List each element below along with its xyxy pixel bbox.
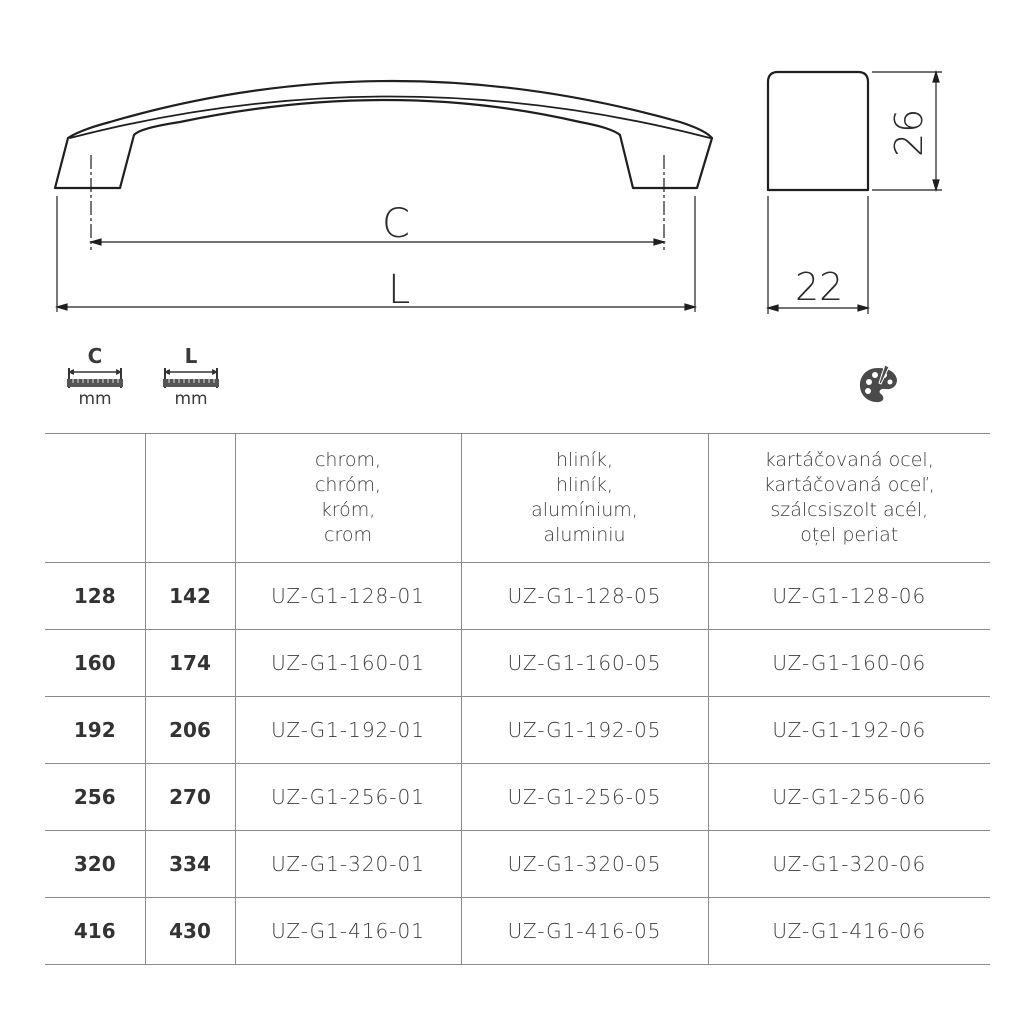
cell-steel-code: UZ-G1-160-06 (708, 630, 990, 697)
cell-c: 320 (45, 831, 145, 898)
cell-chrome-code: UZ-G1-160-01 (235, 630, 461, 697)
table-header-row (45, 434, 990, 563)
table-row (45, 630, 990, 697)
header-aluminium: hliník, hliník, alumínium, aluminiu (461, 434, 708, 563)
cell-chrome-code: UZ-G1-192-01 (235, 697, 461, 764)
table-row (45, 563, 990, 630)
dimension-label-l: L (388, 267, 411, 313)
cell-steel-code: UZ-G1-320-06 (708, 831, 990, 898)
cell-chrome-code: UZ-G1-256-01 (235, 764, 461, 831)
header-l (145, 434, 235, 563)
table-row (45, 697, 990, 764)
cell-c: 128 (45, 563, 145, 630)
table-row (45, 831, 990, 898)
handle-side-profile (768, 72, 868, 190)
cell-aluminium-code: UZ-G1-256-05 (461, 764, 708, 831)
cell-aluminium-code: UZ-G1-416-05 (461, 898, 708, 965)
cell-steel-code: UZ-G1-192-06 (708, 697, 990, 764)
palette-icon (855, 362, 901, 408)
dimension-label-c: C (382, 201, 410, 247)
cell-aluminium-code: UZ-G1-160-05 (461, 630, 708, 697)
table-row (45, 898, 990, 965)
l-ruler-letter: L (184, 344, 198, 368)
cell-l: 142 (145, 563, 235, 630)
table-row (45, 764, 990, 831)
cell-aluminium-code: UZ-G1-192-05 (461, 697, 708, 764)
cell-c: 256 (45, 764, 145, 831)
cell-aluminium-code: UZ-G1-128-05 (461, 563, 708, 630)
cell-l: 270 (145, 764, 235, 831)
l-ruler-icon (160, 344, 222, 409)
dimension-label-height: 26 (887, 108, 931, 157)
cell-l: 206 (145, 697, 235, 764)
c-ruler-icon (64, 344, 126, 409)
cell-chrome-code: UZ-G1-416-01 (235, 898, 461, 965)
header-c (45, 434, 145, 563)
product-code-table (45, 433, 990, 965)
cell-chrome-code: UZ-G1-128-01 (235, 563, 461, 630)
header-brushed-steel: kartáčovaná ocel, kartáčovaná oceľ, szálcsiszolt acél, oțel periat (708, 434, 990, 563)
dimension-label-width: 22 (795, 265, 844, 309)
cell-aluminium-code: UZ-G1-320-05 (461, 831, 708, 898)
c-ruler-letter: C (87, 344, 103, 368)
cell-l: 334 (145, 831, 235, 898)
l-ruler-unit: mm (174, 389, 208, 409)
cell-c: 160 (45, 630, 145, 697)
cell-l: 174 (145, 630, 235, 697)
cell-steel-code: UZ-G1-416-06 (708, 898, 990, 965)
cell-c: 416 (45, 898, 145, 965)
handle-technical-drawing (0, 0, 1024, 340)
cell-l: 430 (145, 898, 235, 965)
header-chrome: chrom, chróm, króm, crom (235, 434, 461, 563)
cell-c: 192 (45, 697, 145, 764)
cell-steel-code: UZ-G1-128-06 (708, 563, 990, 630)
cell-chrome-code: UZ-G1-320-01 (235, 831, 461, 898)
cell-steel-code: UZ-G1-256-06 (708, 764, 990, 831)
c-ruler-unit: mm (78, 389, 112, 409)
